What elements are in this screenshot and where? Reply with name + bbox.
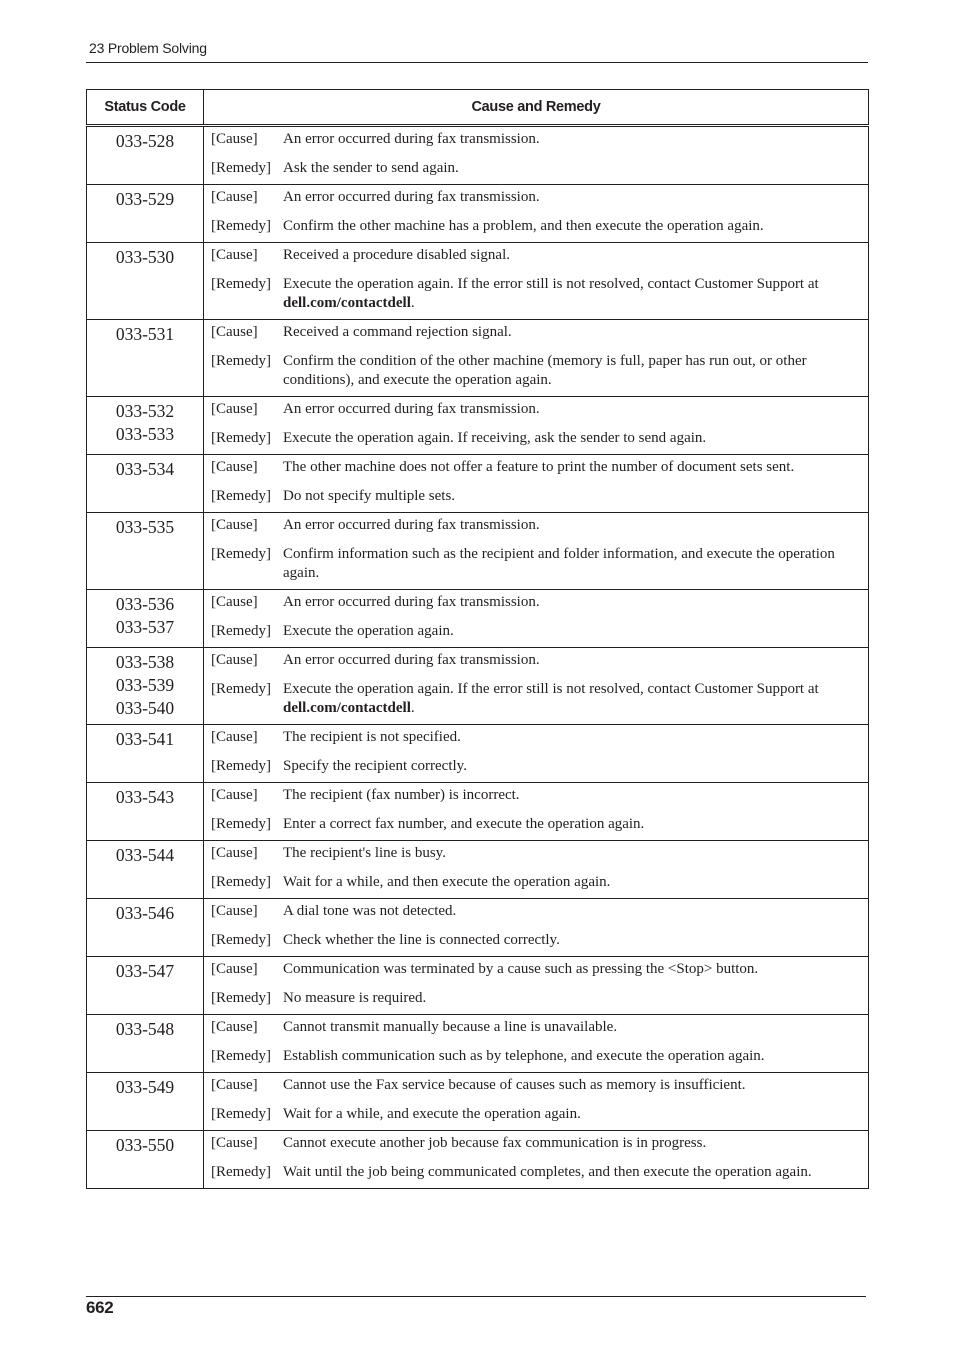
cause-entry xyxy=(211,188,860,207)
table-row xyxy=(87,1073,869,1131)
cause-entry xyxy=(211,902,860,921)
remedy-text-main: Wait until the job being communicated completes, and then execute the operation again. xyxy=(283,1164,812,1180)
cause-entry xyxy=(211,593,860,612)
remedy-text xyxy=(283,622,860,641)
remedy-text-main: Confirm information such as the recipient and folder information, and execute the operation again. xyxy=(283,546,835,581)
remedy-text-main: Specify the recipient correctly. xyxy=(283,758,467,774)
remedy-entry xyxy=(211,680,860,718)
cause-remedy-cell xyxy=(204,648,869,725)
remedy-entry xyxy=(211,815,860,834)
remedy-text-main: Confirm the other machine has a problem, and then execute the operation again. xyxy=(283,218,764,234)
remedy-text-main: Wait for a while, and then execute the operation again. xyxy=(283,874,611,890)
remedy-text xyxy=(283,487,860,506)
status-code: 033-536 xyxy=(115,594,175,614)
status-code-cell xyxy=(87,126,204,185)
remedy-text xyxy=(283,1163,860,1182)
remedy-text xyxy=(283,815,860,834)
cause-text: An error occurred during fax transmission. xyxy=(283,401,540,417)
cause-remedy-cell xyxy=(204,1073,869,1131)
cause-entry xyxy=(211,844,860,863)
cause-text: Communication was terminated by a cause such as pressing the <Stop> button. xyxy=(283,961,759,977)
cause-entry xyxy=(211,323,860,342)
remedy-tag: [Remedy] xyxy=(211,218,271,234)
remedy-entry xyxy=(211,545,860,583)
remedy-text xyxy=(283,159,860,178)
cause-tag: [Cause] xyxy=(211,903,258,919)
cause-remedy-cell xyxy=(204,590,869,648)
remedy-text xyxy=(283,1047,860,1066)
table-row xyxy=(87,648,869,725)
remedy-text-main: Enter a correct fax number, and execute the operation again. xyxy=(283,816,645,832)
table-row xyxy=(87,243,869,320)
remedy-entry xyxy=(211,1047,860,1066)
table-body xyxy=(87,126,869,1189)
remedy-text-end: . xyxy=(410,295,415,311)
status-code-table xyxy=(86,89,869,1189)
status-code-cell xyxy=(87,320,204,397)
cause-entry xyxy=(211,458,860,477)
cause-remedy-cell xyxy=(204,957,869,1015)
remedy-text xyxy=(283,275,860,313)
status-code: 033-532 xyxy=(115,401,175,421)
table-header-row xyxy=(87,90,869,126)
remedy-text-main: Execute the operation again. If the error still is not resolved, contact Customer Support at xyxy=(283,276,819,292)
remedy-text xyxy=(283,545,860,583)
remedy-text-main: Execute the operation again. xyxy=(283,623,454,639)
remedy-entry xyxy=(211,873,860,892)
status-code-cell xyxy=(87,783,204,841)
cause-tag: [Cause] xyxy=(211,594,258,610)
cause-remedy-cell xyxy=(204,243,869,320)
cause-tag: [Cause] xyxy=(211,247,258,263)
remedy-tag: [Remedy] xyxy=(211,758,271,774)
remedy-tag: [Remedy] xyxy=(211,160,271,176)
status-code: 033-550 xyxy=(115,1135,175,1155)
remedy-entry xyxy=(211,217,860,236)
cause-remedy-cell xyxy=(204,1015,869,1073)
status-code: 033-528 xyxy=(115,131,175,151)
status-code-cell xyxy=(87,725,204,783)
cause-remedy-cell xyxy=(204,1131,869,1189)
remedy-text-main: Establish communication such as by telephone, and execute the operation again. xyxy=(283,1048,765,1064)
status-code-cell xyxy=(87,899,204,957)
cause-text: The recipient's line is busy. xyxy=(283,845,446,861)
cause-remedy-cell xyxy=(204,783,869,841)
table-row xyxy=(87,126,869,185)
cause-text: Cannot use the Fax service because of causes such as memory is insufficient. xyxy=(283,1077,746,1093)
remedy-text-main: Execute the operation again. If the error still is not resolved, contact Customer Support at xyxy=(283,681,819,697)
status-code: 033-547 xyxy=(115,961,175,981)
remedy-text-end: . xyxy=(410,700,415,716)
table-row xyxy=(87,513,869,590)
column-header-status-code: Status Code xyxy=(87,90,204,126)
remedy-text xyxy=(283,352,860,390)
remedy-text-main: No measure is required. xyxy=(283,990,427,1006)
status-code-cell xyxy=(87,397,204,455)
remedy-entry xyxy=(211,487,860,506)
footer-divider xyxy=(86,1296,866,1297)
cause-entry xyxy=(211,246,860,265)
cause-tag: [Cause] xyxy=(211,131,258,147)
table-row xyxy=(87,397,869,455)
cause-entry xyxy=(211,400,860,419)
support-link[interactable]: dell.com/contactdell xyxy=(283,295,411,311)
remedy-entry xyxy=(211,622,860,641)
page-number: 662 xyxy=(86,1298,114,1317)
cause-tag: [Cause] xyxy=(211,1019,258,1035)
remedy-tag: [Remedy] xyxy=(211,1106,271,1122)
remedy-tag: [Remedy] xyxy=(211,874,271,890)
cause-tag: [Cause] xyxy=(211,324,258,340)
table-row xyxy=(87,957,869,1015)
cause-entry xyxy=(211,960,860,979)
status-code-cell xyxy=(87,590,204,648)
status-code: 033-539 xyxy=(115,675,175,695)
remedy-tag: [Remedy] xyxy=(211,932,271,948)
cause-tag: [Cause] xyxy=(211,845,258,861)
status-code: 033-549 xyxy=(115,1077,175,1097)
cause-entry xyxy=(211,728,860,747)
cause-text: Received a procedure disabled signal. xyxy=(283,247,510,263)
table-row xyxy=(87,1131,869,1189)
cause-text: An error occurred during fax transmission. xyxy=(283,517,540,533)
remedy-text-main: Confirm the condition of the other machine (memory is full, paper has run out, or other conditions), and execute the operation again. xyxy=(283,353,807,388)
remedy-entry xyxy=(211,1163,860,1182)
cause-remedy-cell xyxy=(204,185,869,243)
cause-tag: [Cause] xyxy=(211,401,258,417)
cause-tag: [Cause] xyxy=(211,459,258,475)
remedy-entry xyxy=(211,159,860,178)
remedy-entry xyxy=(211,989,860,1008)
cause-tag: [Cause] xyxy=(211,517,258,533)
status-code: 033-541 xyxy=(115,729,175,749)
remedy-entry xyxy=(211,931,860,950)
status-code: 033-540 xyxy=(115,698,175,718)
cause-entry xyxy=(211,1076,860,1095)
status-code: 033-533 xyxy=(115,424,175,444)
cause-remedy-cell xyxy=(204,725,869,783)
status-code-cell xyxy=(87,185,204,243)
cause-remedy-cell xyxy=(204,513,869,590)
cause-text: The other machine does not offer a feature to print the number of document sets sent. xyxy=(283,459,795,475)
cause-text: Cannot execute another job because fax communication is in progress. xyxy=(283,1135,707,1151)
status-code: 033-546 xyxy=(115,903,175,923)
status-code: 033-538 xyxy=(115,652,175,672)
cause-tag: [Cause] xyxy=(211,189,258,205)
cause-tag: [Cause] xyxy=(211,652,258,668)
remedy-text-main: Wait for a while, and execute the operation again. xyxy=(283,1106,581,1122)
remedy-tag: [Remedy] xyxy=(211,1164,271,1180)
remedy-text-main: Ask the sender to send again. xyxy=(283,160,459,176)
remedy-entry xyxy=(211,1105,860,1124)
remedy-text-main: Check whether the line is connected correctly. xyxy=(283,932,560,948)
status-code-cell xyxy=(87,1073,204,1131)
status-code: 033-534 xyxy=(115,459,175,479)
status-code: 033-530 xyxy=(115,247,175,267)
remedy-text-main: Do not specify multiple sets. xyxy=(283,488,456,504)
header-divider xyxy=(86,62,868,63)
cause-remedy-cell xyxy=(204,320,869,397)
cause-text: An error occurred during fax transmission. xyxy=(283,189,540,205)
remedy-tag: [Remedy] xyxy=(211,546,271,562)
remedy-tag: [Remedy] xyxy=(211,1048,271,1064)
remedy-entry xyxy=(211,429,860,448)
cause-text: The recipient is not specified. xyxy=(283,729,461,745)
cause-tag: [Cause] xyxy=(211,1077,258,1093)
status-code-cell xyxy=(87,648,204,725)
status-code: 033-548 xyxy=(115,1019,175,1039)
table-row xyxy=(87,590,869,648)
status-code: 033-529 xyxy=(115,189,175,209)
cause-text: An error occurred during fax transmission. xyxy=(283,131,540,147)
cause-remedy-cell xyxy=(204,126,869,185)
cause-entry xyxy=(211,1134,860,1153)
status-code: 033-537 xyxy=(115,617,175,637)
remedy-text xyxy=(283,217,860,236)
table-row xyxy=(87,455,869,513)
cause-tag: [Cause] xyxy=(211,729,258,745)
cause-remedy-cell xyxy=(204,899,869,957)
status-code-cell xyxy=(87,1015,204,1073)
status-code-cell xyxy=(87,513,204,590)
remedy-text-main: Execute the operation again. If receiving, ask the sender to send again. xyxy=(283,430,707,446)
remedy-tag: [Remedy] xyxy=(211,276,271,292)
remedy-text xyxy=(283,680,860,718)
remedy-tag: [Remedy] xyxy=(211,430,271,446)
remedy-text xyxy=(283,931,860,950)
cause-entry xyxy=(211,1018,860,1037)
table-row xyxy=(87,899,869,957)
status-code-cell xyxy=(87,1131,204,1189)
cause-remedy-cell xyxy=(204,397,869,455)
table-row xyxy=(87,320,869,397)
remedy-entry xyxy=(211,757,860,776)
cause-tag: [Cause] xyxy=(211,787,258,803)
remedy-tag: [Remedy] xyxy=(211,681,271,697)
remedy-tag: [Remedy] xyxy=(211,353,271,369)
remedy-entry xyxy=(211,275,860,313)
cause-text: Cannot transmit manually because a line is unavailable. xyxy=(283,1019,618,1035)
remedy-text xyxy=(283,1105,860,1124)
support-link[interactable]: dell.com/contactdell xyxy=(283,700,411,716)
status-code-cell xyxy=(87,957,204,1015)
cause-remedy-cell xyxy=(204,455,869,513)
remedy-entry xyxy=(211,352,860,390)
remedy-text xyxy=(283,429,860,448)
cause-tag: [Cause] xyxy=(211,1135,258,1151)
table-row xyxy=(87,841,869,899)
remedy-tag: [Remedy] xyxy=(211,990,271,1006)
remedy-tag: [Remedy] xyxy=(211,623,271,639)
table-row xyxy=(87,725,869,783)
table-row xyxy=(87,185,869,243)
remedy-text xyxy=(283,757,860,776)
remedy-tag: [Remedy] xyxy=(211,816,271,832)
status-code: 033-535 xyxy=(115,517,175,537)
table-row xyxy=(87,783,869,841)
running-header: 23 Problem Solving xyxy=(89,40,207,56)
remedy-tag: [Remedy] xyxy=(211,488,271,504)
status-code: 033-544 xyxy=(115,845,175,865)
remedy-text xyxy=(283,873,860,892)
status-code-cell xyxy=(87,841,204,899)
cause-text: An error occurred during fax transmission. xyxy=(283,594,540,610)
table-row xyxy=(87,1015,869,1073)
status-code-cell xyxy=(87,455,204,513)
status-code-cell xyxy=(87,243,204,320)
status-code: 033-531 xyxy=(115,324,175,344)
status-code: 033-543 xyxy=(115,787,175,807)
cause-entry xyxy=(211,786,860,805)
cause-entry xyxy=(211,516,860,535)
cause-tag: [Cause] xyxy=(211,961,258,977)
cause-text: Received a command rejection signal. xyxy=(283,324,512,340)
cause-text: The recipient (fax number) is incorrect. xyxy=(283,787,520,803)
cause-entry xyxy=(211,130,860,149)
remedy-text xyxy=(283,989,860,1008)
cause-text: A dial tone was not detected. xyxy=(283,903,457,919)
column-header-cause-remedy: Cause and Remedy xyxy=(204,90,869,126)
cause-text: An error occurred during fax transmission. xyxy=(283,652,540,668)
cause-remedy-cell xyxy=(204,841,869,899)
cause-entry xyxy=(211,651,860,670)
